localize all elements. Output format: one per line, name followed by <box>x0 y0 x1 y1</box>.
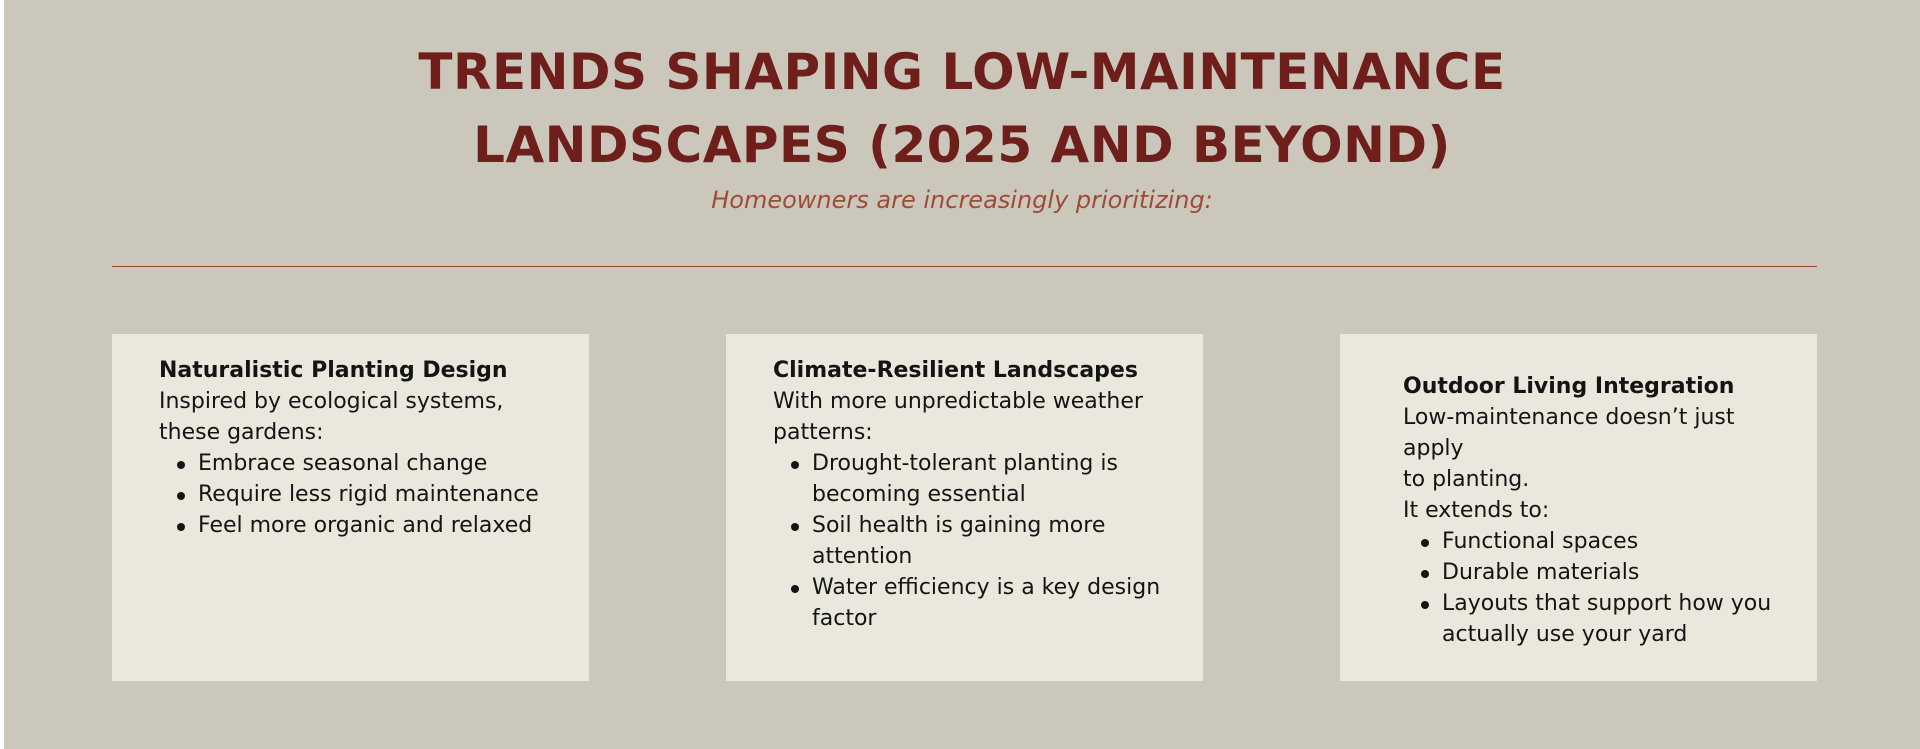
list-item-text: Functional spaces <box>1442 529 1639 554</box>
title-line-1: TRENDS SHAPING LOW-MAINTENANCE <box>418 43 1506 101</box>
divider <box>112 266 1817 267</box>
list-item-text: Soil health is gaining more <box>812 513 1106 538</box>
list-item <box>159 479 569 510</box>
card-heading: Naturalistic Planting Design <box>159 358 508 383</box>
list-item <box>773 572 1183 634</box>
card-intro-line: Inspired by ecological systems, <box>159 389 504 414</box>
list-item <box>773 448 1183 510</box>
bullet-dot-icon <box>1421 570 1429 578</box>
card-bullet-list <box>1403 526 1797 650</box>
page-subtitle: Homeowners are increasingly prioritizing: <box>711 186 1213 214</box>
bullet-dot-icon <box>791 585 799 593</box>
bullet-dot-icon <box>177 492 185 500</box>
card-intro-text <box>159 386 569 448</box>
list-item-text: actually use your yard <box>1442 622 1688 647</box>
card-heading: Outdoor Living Integration <box>1403 374 1735 399</box>
bullet-dot-icon <box>1421 539 1429 547</box>
list-item-text: Drought-tolerant planting is <box>812 451 1118 476</box>
list-item-text: attention <box>812 544 913 569</box>
title-line-2: LANDSCAPES (2025 AND BEYOND) <box>473 116 1451 174</box>
card-heading: Climate-Resilient Landscapes <box>773 358 1138 383</box>
card-naturalistic-planting <box>112 334 589 681</box>
card-bullet-list <box>773 448 1183 634</box>
list-item-text: Durable materials <box>1442 560 1640 585</box>
list-item-text: Layouts that support how you <box>1442 591 1772 616</box>
card-bullet-list <box>159 448 569 541</box>
list-item-text: becoming essential <box>812 482 1026 507</box>
list-item-text: Water efficiency is a key design <box>812 575 1161 600</box>
bullet-dot-icon <box>791 461 799 469</box>
card-intro-line: patterns: <box>773 420 873 445</box>
list-item <box>1403 557 1797 588</box>
card-intro-line: With more unpredictable weather <box>773 389 1143 414</box>
list-item-text: factor <box>812 606 877 631</box>
list-item <box>159 510 569 541</box>
bullet-dot-icon <box>1421 601 1429 609</box>
bullet-dot-icon <box>791 523 799 531</box>
card-intro-line: these gardens: <box>159 420 324 445</box>
card-climate-resilient <box>726 334 1203 681</box>
list-item <box>1403 588 1797 650</box>
card-intro-line: to planting. <box>1403 467 1530 492</box>
page-title <box>4 36 1920 182</box>
card-intro-text <box>1403 402 1797 526</box>
card-intro-line: Low-maintenance doesn’t just apply <box>1403 405 1735 461</box>
card-outdoor-living <box>1340 334 1817 681</box>
list-item <box>1403 526 1797 557</box>
list-item <box>159 448 569 479</box>
list-item-text: Require less rigid maintenance <box>198 482 539 507</box>
list-item <box>773 510 1183 572</box>
list-item-text: Feel more organic and relaxed <box>198 513 533 538</box>
bullet-dot-icon <box>177 523 185 531</box>
card-intro-line: It extends to: <box>1403 498 1550 523</box>
card-intro-text <box>773 386 1183 448</box>
bullet-dot-icon <box>177 461 185 469</box>
page <box>4 0 1920 749</box>
list-item-text: Embrace seasonal change <box>198 451 488 476</box>
